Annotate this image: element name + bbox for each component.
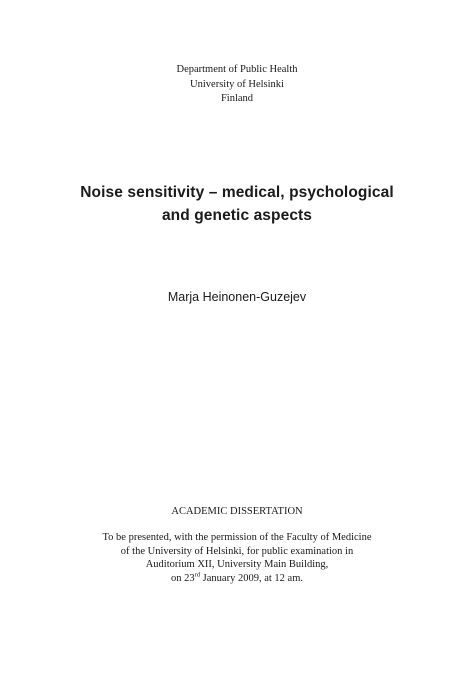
presentation-line-4 (0, 572, 474, 586)
date-suffix: January 2009, at 12 am. (200, 572, 303, 584)
document-title (0, 181, 474, 227)
presentation-line-3: Auditorium XII, University Main Building, (145, 559, 329, 570)
dissertation-label: ACADEMIC DISSERTATION (171, 506, 303, 517)
country-name: Finland (220, 93, 254, 104)
author-name: Marja Heinonen-Guzejev (167, 290, 307, 304)
presentation-notice (0, 531, 474, 585)
presentation-line-1: To be presented, with the permission of the Faculty of Medicine (102, 532, 372, 543)
date-ordinal-suffix: rd (194, 571, 201, 578)
university-name: University of Helsinki (190, 78, 284, 90)
title-line-1: Noise sensitivity – medical, psychological (80, 184, 394, 201)
date-prefix: on 23 (171, 572, 195, 584)
affiliation-block (0, 63, 474, 107)
presentation-line-2: of the University of Helsinki, for public examination in (120, 545, 354, 557)
title-line-2: and genetic aspects (161, 207, 313, 224)
department-name: Department of Public Health (176, 64, 298, 75)
